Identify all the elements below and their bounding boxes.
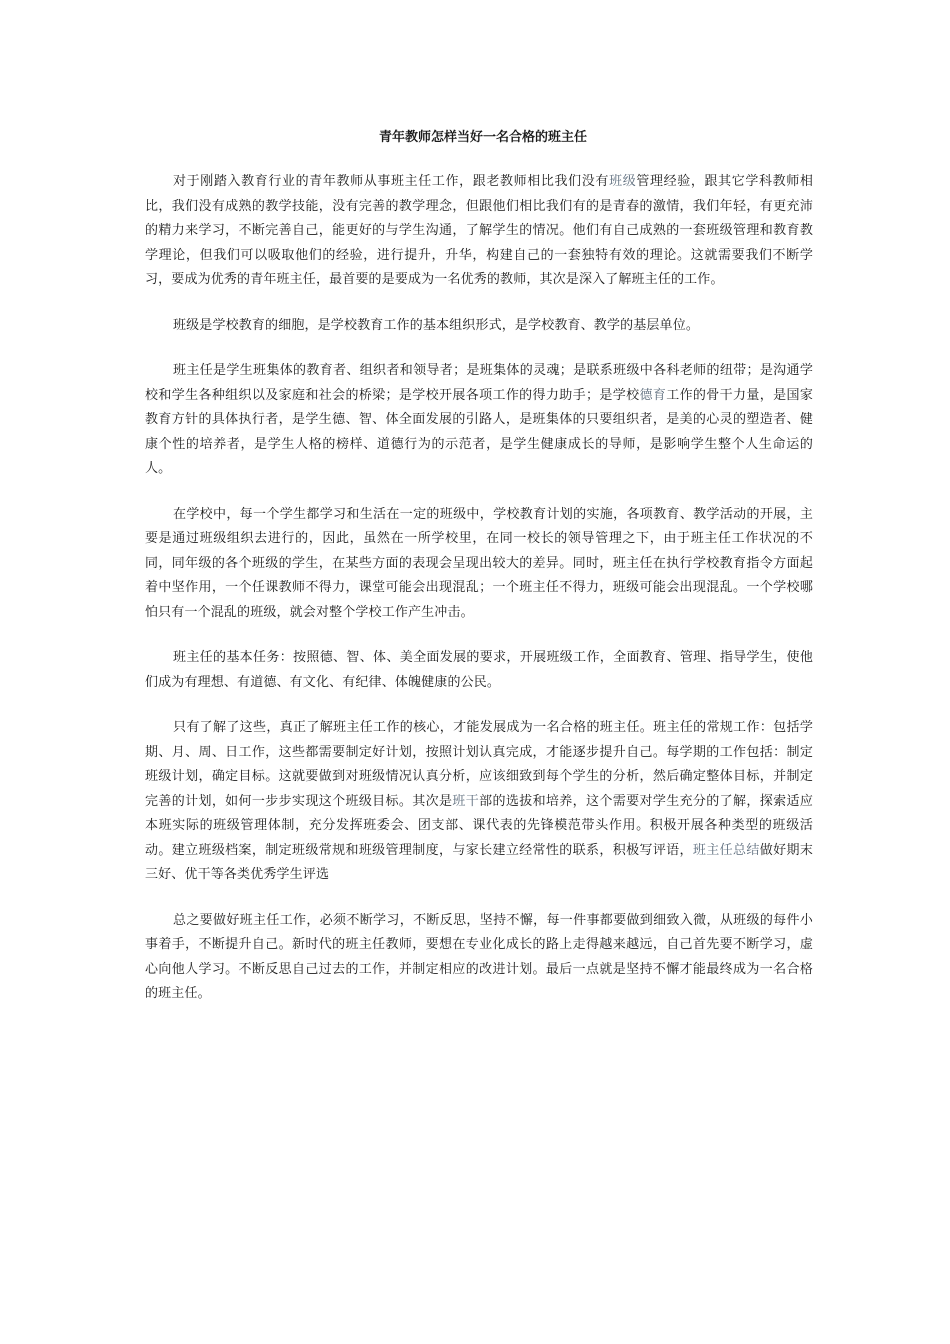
inline-link[interactable]: 班主任总结 bbox=[692, 842, 760, 858]
body-paragraph bbox=[145, 503, 813, 626]
paragraph-text: 班级是学校教育的细胞，是学校教育工作的基本组织形式，是学校教育、教学的基层单位。 bbox=[173, 317, 700, 333]
document-title: 青年教师怎样当好一名合格的班主任 bbox=[378, 130, 587, 145]
paragraph-text: 工作的骨干力量，是国家教育方针的具体执行者，是学生德、智、体全面发展的引路人，是班集体的只要组织者，是美的心灵的塑造者、健康个性的培养者，是学生人格的榜样、道德行为的示范者，是学生健康成长的导师，是影响学生整个人生命运的人。 bbox=[145, 387, 813, 476]
paragraph-text: 做好期末三好、优干等各类优秀学生评选 bbox=[145, 842, 813, 882]
paragraph-text: 班主任的基本任务：按照德、智、体、美全面发展的要求，开展班级工作，全面教育、管理、指导学生，使他们成为有理想、有道德、有文化、有纪律、体魄健康的公民。 bbox=[145, 650, 813, 690]
paragraph-text: 在学校中，每一个学生都学习和生活在一定的班级中，学校教育计划的实施，各项教育、教学活动的开展，主要是通过班级组织去进行的，因此，虽然在一所学校里，在同一校长的领导管理之下，由于班主任工作状况的不同，同年级的各个班级的学生，在某些方面的表现会呈现出较大的差异。同时，班主任在执行学校教育指令方面起着中坚作用，一个任课教师不得力，课堂可能会出现混乱；一个班主任不得力，班级可能会出现混乱。一个学校哪怕只有一个混乱的班级，就会对整个学校工作产生冲击。 bbox=[145, 506, 813, 620]
body-paragraph bbox=[145, 314, 813, 339]
body-paragraph bbox=[145, 909, 813, 1007]
body-paragraph bbox=[145, 716, 813, 888]
inline-link[interactable]: 班干 bbox=[452, 793, 480, 809]
paragraph-text: 管理经验，跟其它学科教师相比，我们没有成熟的教学技能，没有完善的教学理念，但跟他们相比我们有的是青春的激情，我们年轻，有更充沛的精力来学习，不断完善自己，能更好的与学生沟通，了解学生的情况。他们有自己成熟的一套班级管理和教育教学理论，但我们可以吸取他们的经验，进行提升，升华，构建自己的一套独特有效的理论。这就需要我们不断学习，要成为优秀的青年班主任，最首要的是要成为一名优秀的教师，其次是深入了解班主任的工作。 bbox=[145, 174, 813, 287]
document-page bbox=[145, 126, 813, 1028]
document-body bbox=[145, 170, 813, 1007]
paragraph-text: 班主任是学生班集体的教育者、组织者和领导者；是班集体的灵魂；是联系班级中各科老师的纽带；是沟通学校和学生各种组织以及家庭和社会的桥梁；是学校开展各项工作的得力助手；是学校 bbox=[145, 363, 813, 403]
body-paragraph bbox=[145, 359, 813, 482]
inline-link[interactable]: 德育 bbox=[639, 387, 667, 403]
body-paragraph bbox=[145, 170, 813, 293]
paragraph-text: 部的选拔和培养，这个需要对学生充分的了解，探索适应本班实际的班级管理体制，充分发挥班委会、团支部、课代表的先锋模范带头作用。积极开展各种类型的班级活动。建立班级档案，制定班级常规和班级管理制度，与家长建立经常性的联系，积极写评语， bbox=[145, 793, 813, 858]
paragraph-text: 对于刚踏入教育行业的青年教师从事班主任工作，跟老教师相比我们没有 bbox=[173, 174, 610, 189]
paragraph-text: 总之要做好班主任工作，必须不断学习，不断反思，坚持不懈，每一件事都要做到细致入微，从班级的每件小事着手，不断提升自己。新时代的班主任教师，要想在专业化成长的路上走得越来越远，自己首先要不断学习，虚心向他人学习。不断反思自己过去的工作，并制定相应的改进计划。最后一点就是坚持不懈才能最终成为一名合格的班主任。 bbox=[145, 912, 813, 1001]
body-paragraph bbox=[145, 646, 813, 695]
inline-link[interactable]: 班级 bbox=[609, 174, 637, 189]
paragraph-text: 只有了解了这些，真正了解班主任工作的核心，才能发展成为一名合格的班主任。班主任的常规工作：包括学期、月、周、日工作，这些都需要制定好计划，按照计划认真完成，才能逐步提升自己。每学期的工作包括：制定班级计划，确定目标。这就要做到对班级情况认真分析，应该细致到每个学生的分析，然后确定整体目标，并制定完善的计划，如何一步步实现这个班级目标。其次是 bbox=[145, 720, 813, 809]
